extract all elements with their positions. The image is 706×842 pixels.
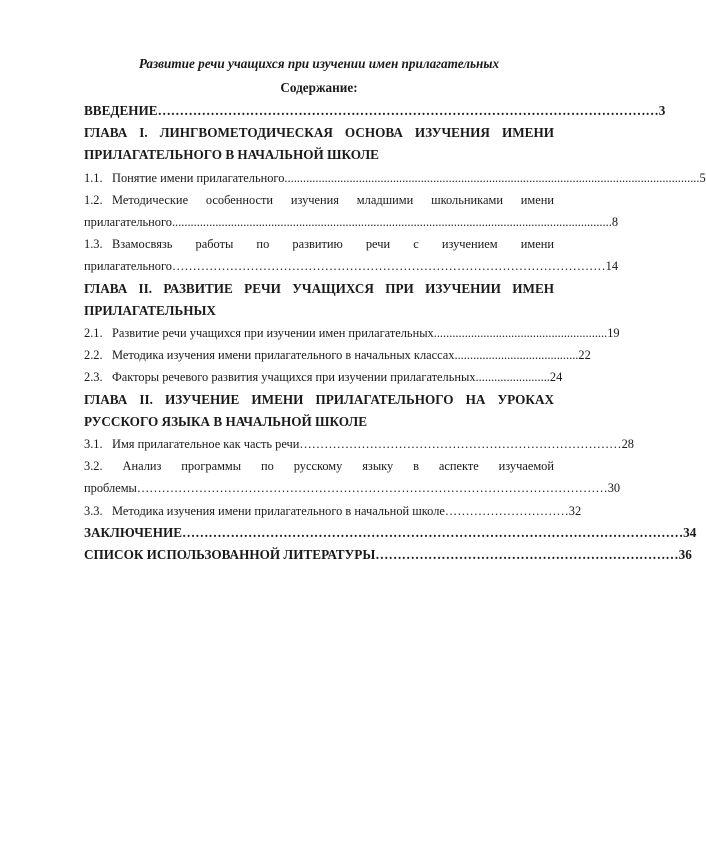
toc-entry-number: 2.3. bbox=[84, 370, 103, 385]
toc-page-number: 28 bbox=[621, 437, 634, 452]
toc-page-number: 5 bbox=[699, 170, 706, 185]
toc-entry-1-1[interactable]: 1.1. Понятие имени прилагательного ...................................................................................................................................... 5 bbox=[84, 167, 554, 189]
toc-chapter-1-line1[interactable]: ГЛАВА I. ЛИНГВОМЕТОДИЧЕСКАЯ ОСНОВА ИЗУЧЕНИЯ ИМЕНИ bbox=[84, 125, 554, 141]
toc-entry-number: 2.2. bbox=[84, 348, 103, 363]
toc-entry-number: 1.1. bbox=[84, 170, 103, 185]
toc-entry-title: ВВЕДЕНИЕ bbox=[84, 103, 158, 118]
toc-entry-title: Имя прилагательное как часть речи bbox=[112, 437, 300, 452]
toc-entry-number: 1.3. bbox=[84, 237, 103, 252]
toc-entry-introduction[interactable]: ВВЕДЕНИЕ …………………………………………………………………………………………………… 3 bbox=[84, 100, 554, 122]
toc-entry-number: 3.3. bbox=[84, 503, 103, 518]
document-title: Развитие речи учащихся при изучении имен прилагательных bbox=[138, 56, 500, 71]
toc-entry-bibliography[interactable]: СПИСОК ИСПОЛЬЗОВАННОЙ ЛИТЕРАТУРЫ …………………………………………………………… 36 bbox=[84, 544, 554, 566]
toc-page-number: 34 bbox=[683, 524, 697, 540]
toc-page-number: 3 bbox=[658, 103, 666, 118]
toc-entry-number: 2.1. bbox=[84, 326, 103, 341]
toc-entry-2-3[interactable]: 2.3. Факторы речевого развития учащихся при изучении прилагательных ........................ 24 bbox=[84, 366, 554, 388]
toc-entry-title-cont: прилагательного bbox=[84, 259, 172, 274]
toc-entry-2-1[interactable]: 2.1. Развитие речи учащихся при изучении имен прилагательных ........................................................ 19 bbox=[84, 322, 554, 344]
toc-entry-1-3-line1[interactable] bbox=[84, 233, 554, 255]
toc-entry-number: 1.2. bbox=[84, 192, 103, 207]
toc-entry-title: Методические особенности изучения младшими школьниками имени bbox=[112, 192, 554, 207]
toc-entry-title: Методика изучения имени прилагательного в начальных классах bbox=[112, 348, 455, 363]
toc-entry-title-cont: прилагательного bbox=[84, 215, 172, 230]
toc-chapter-3-line1[interactable]: ГЛАВА II. ИЗУЧЕНИЕ ИМЕНИ ПРИЛАГАТЕЛЬНОГО НА УРОКАХ bbox=[84, 391, 554, 407]
toc-page-number: 30 bbox=[607, 481, 621, 496]
toc-entry-title: Понятие имени прилагательного bbox=[112, 170, 285, 185]
toc-entry-1-3-line2[interactable]: прилагательного …………………………………………………………………………………………… 14 bbox=[84, 255, 554, 277]
toc-chapter-2-line1[interactable]: ГЛАВА II. РАЗВИТИЕ РЕЧИ УЧАЩИХСЯ ПРИ ИЗУЧЕНИИ ИМЕН bbox=[84, 280, 554, 296]
toc-page-number: 36 bbox=[678, 547, 692, 563]
toc-page-number: 14 bbox=[605, 259, 619, 274]
toc-page-number: 22 bbox=[578, 348, 591, 363]
toc-heading: Содержание: bbox=[280, 80, 358, 95]
toc-page-number: 24 bbox=[549, 370, 563, 385]
toc-entry-number: 3.2. bbox=[84, 459, 103, 474]
toc-entry-3-3[interactable]: 3.3. Методика изучения имени прилагательного в начальной школе ………………………… 32 bbox=[84, 500, 554, 522]
toc-entry-title: Взамосвязь работы по развитию речи с изучением имени bbox=[112, 237, 554, 252]
toc-entry-title: ЗАКЛЮЧЕНИЕ bbox=[84, 524, 183, 540]
toc-entry-3-2-line1[interactable] bbox=[84, 455, 554, 477]
document-page bbox=[84, 54, 706, 566]
toc-page-number: 32 bbox=[568, 503, 582, 518]
toc-chapter-1-line2[interactable]: ПРИЛАГАТЕЛЬНОГО В НАЧАЛЬНОЙ ШКОЛЕ bbox=[84, 147, 379, 163]
toc-entry-title: Факторы речевого развития учащихся при изучении прилагательных bbox=[112, 370, 476, 385]
toc-entry-title: Анализ программы по русскому языку в аспекте изучаемой bbox=[122, 459, 554, 474]
toc-entry-3-2-line2[interactable]: проблемы …………………………………………………………………………………………………… 30 bbox=[84, 477, 554, 499]
toc-entry-title: Развитие речи учащихся при изучении имен прилагательных bbox=[112, 326, 434, 341]
toc-entry-title: Методика изучения имени прилагательного в начальной школе bbox=[112, 503, 445, 518]
toc-entry-2-2[interactable]: 2.2. Методика изучения имени прилагательного в начальных классах ........................................ 22 bbox=[84, 344, 554, 366]
toc-chapter-2-line2[interactable]: ПРИЛАГАТЕЛЬНЫХ bbox=[84, 302, 216, 318]
toc-chapter-3-line2[interactable]: РУССКОГО ЯЗЫКА В НАЧАЛЬНОЙ ШКОЛЕ bbox=[84, 413, 367, 429]
toc-entry-title: СПИСОК ИСПОЛЬЗОВАННОЙ ЛИТЕРАТУРЫ bbox=[84, 547, 376, 563]
toc-entry-1-2-line2[interactable]: прилагательного .............................................................................................................................................. 8 bbox=[84, 211, 554, 233]
table-of-contents bbox=[84, 100, 706, 566]
toc-page-number: 8 bbox=[611, 215, 619, 230]
toc-entry-3-1[interactable]: 3.1. Имя прилагательное как часть речи …………………………………………………………………… 28 bbox=[84, 433, 554, 455]
toc-page-number: 19 bbox=[607, 326, 620, 341]
toc-entry-conclusion[interactable]: ЗАКЛЮЧЕНИЕ …………………………………………………………………………………………………… 34 bbox=[84, 522, 554, 544]
toc-entry-number: 3.1. bbox=[84, 437, 103, 452]
toc-entry-title-cont: проблемы bbox=[84, 481, 137, 496]
toc-entry-1-2-line1[interactable] bbox=[84, 189, 554, 211]
